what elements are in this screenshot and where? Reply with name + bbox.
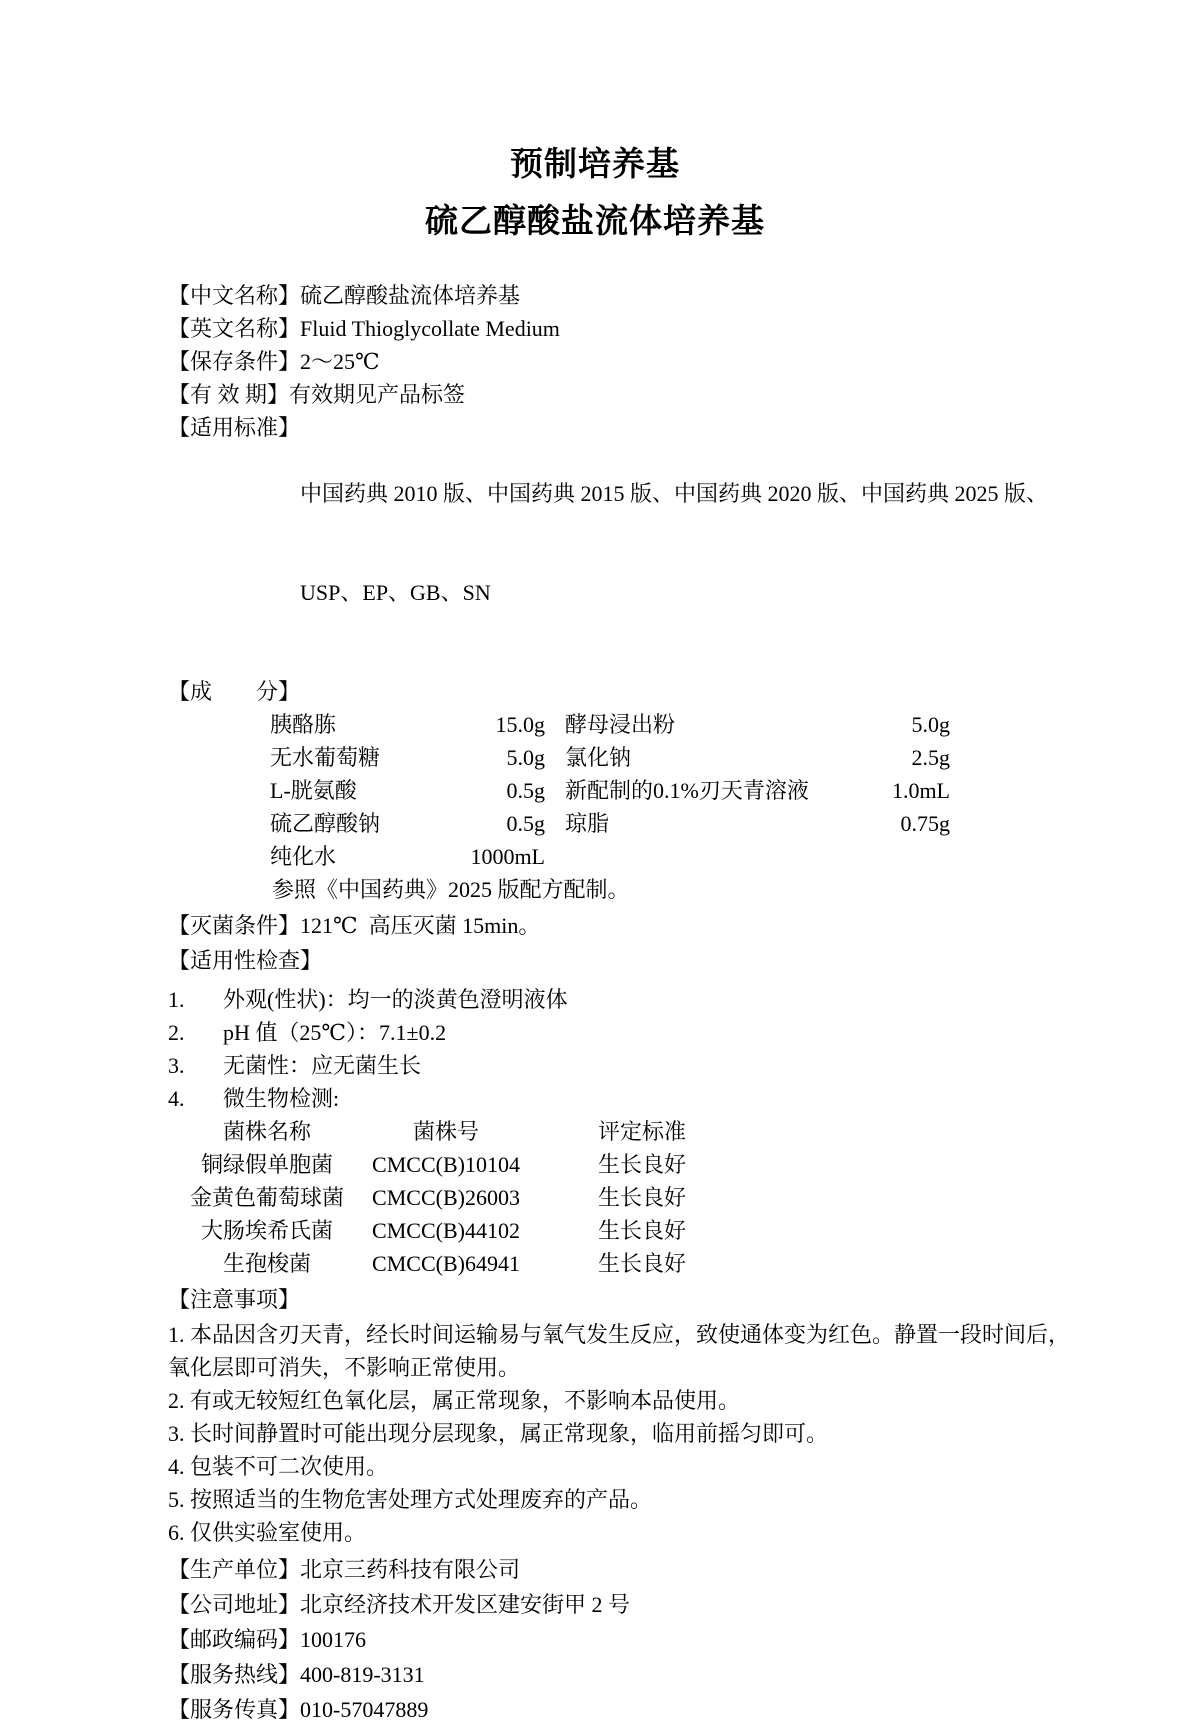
strain-result: 生长良好 [598, 1218, 687, 1243]
note-line: 2. 有或无较短红色氧化层，属正常现象，不影响本品使用。 [168, 1388, 741, 1413]
composition-note: 参照《中国药典》2025 版配方配制。 [272, 877, 630, 902]
ingredient-amount: 1000mL [470, 844, 545, 869]
field-label: 【中文名称】 [168, 283, 301, 308]
composition-row [168, 807, 1143, 840]
field-label: 【有 效 期】 [168, 382, 290, 407]
doc-title: 预制培养基 [510, 147, 680, 183]
strain-number: CMCC(B)64941 [372, 1251, 520, 1276]
field-label: 【生产单位】 [168, 1557, 301, 1582]
ingredient-name: 硫乙醇酸钠 [270, 811, 381, 836]
ingredient-name: 新配制的0.1%刃天青溶液 [565, 778, 809, 803]
field-label: 【邮政编码】 [168, 1627, 301, 1652]
strain-table-row [168, 1247, 1143, 1280]
ingredient-amount: 0.5g [506, 811, 545, 836]
field-manufacturer [168, 1552, 1143, 1587]
col-header-strain-name: 菌株名称 [222, 1119, 311, 1144]
strain-result: 生长良好 [598, 1152, 687, 1177]
suitability-item-microbial [168, 1082, 1143, 1115]
field-value: 2～25℃ [300, 349, 380, 374]
doc-subtitle: 硫乙醇酸盐流体培养基 [425, 204, 765, 240]
field-english-name [168, 312, 1143, 345]
field-applicable-standards [168, 411, 1143, 675]
note-line: 6. 仅供实验室使用。 [168, 1520, 367, 1545]
field-postal-code [168, 1622, 1143, 1657]
field-label: 【服务热线】 [168, 1662, 301, 1687]
suitability-section-label: 【适用性检查】 [168, 948, 323, 973]
field-shelf-life [168, 378, 1143, 411]
field-label: 【英文名称】 [168, 316, 301, 341]
ingredient-name: 琼脂 [565, 811, 610, 836]
strain-result: 生长良好 [598, 1185, 687, 1210]
standards-line-1: 中国药典 2010 版、中国药典 2015 版、中国药典 2020 版、中国药典 2025 版、 [300, 481, 1049, 506]
field-value: 121℃ 高压灭菌 15min。 [300, 913, 541, 938]
ingredient-name [565, 840, 860, 873]
ingredient-amount: 0.75g [900, 811, 950, 836]
item-number: 1. [168, 987, 185, 1012]
strain-number: CMCC(B)10104 [372, 1152, 520, 1177]
ingredient-amount: 0.5g [506, 778, 545, 803]
ingredient-amount: 5.0g [911, 712, 950, 737]
item-number: 3. [168, 1053, 185, 1078]
field-sterilization [168, 909, 1143, 942]
field-chinese-name [168, 279, 1143, 312]
ingredient-amount: 15.0g [495, 712, 545, 737]
strain-table [168, 1115, 1143, 1280]
strain-table-row [168, 1214, 1143, 1247]
strain-number: CMCC(B)44102 [372, 1218, 520, 1243]
title-block [0, 146, 1190, 241]
strain-name: 金黄色葡萄球菌 [189, 1185, 344, 1210]
strain-table-row [168, 1181, 1143, 1214]
standards-line-2: USP、EP、GB、SN [300, 580, 491, 605]
ingredient-name: 胰酪胨 [270, 712, 337, 737]
field-storage-condition [168, 345, 1143, 378]
field-value: 100176 [300, 1627, 367, 1652]
ingredient-name: L-胱氨酸 [270, 778, 357, 803]
field-value: 北京三药科技有限公司 [300, 1557, 521, 1582]
field-label: 【适用标准】 [168, 415, 301, 440]
notes-section-label: 【注意事项】 [168, 1287, 301, 1312]
col-header-strain-number: 菌株号 [412, 1119, 479, 1144]
note-line: 5. 按照适当的生物危害处理方式处理废弃的产品。 [168, 1487, 653, 1512]
ingredient-amount [860, 840, 950, 873]
suitability-item-ph [168, 1016, 1143, 1049]
ingredient-amount: 2.5g [911, 745, 950, 770]
field-label: 【公司地址】 [168, 1592, 301, 1617]
item-text: 外观(性状)：均一的淡黄色澄明液体 [223, 987, 568, 1012]
strain-table-header [168, 1115, 1143, 1148]
composition-row [168, 741, 1143, 774]
strain-name: 铜绿假单胞菌 [200, 1152, 333, 1177]
composition-row [168, 708, 1143, 741]
item-number: 4. [168, 1086, 185, 1111]
item-text: 微生物检测: [223, 1086, 340, 1111]
note-line: 氧化层即可消失，不影响正常使用。 [168, 1355, 521, 1380]
field-service-hotline [168, 1657, 1143, 1692]
ingredient-amount: 5.0g [506, 745, 545, 770]
field-value: 010-57047889 [300, 1697, 429, 1722]
note-line: 3. 长时间静置时可能出现分层现象，属正常现象，临用前摇匀即可。 [168, 1421, 829, 1446]
strain-name: 大肠埃希氏菌 [200, 1218, 333, 1243]
composition-section-label: 【成 分】 [168, 679, 301, 704]
field-value: 有效期见产品标签 [289, 382, 466, 407]
strain-table-row [168, 1148, 1143, 1181]
ingredient-name: 酵母浸出粉 [565, 712, 676, 737]
field-value: 硫乙醇酸盐流体培养基 [300, 283, 521, 308]
strain-result: 生长良好 [598, 1251, 687, 1276]
suitability-item-sterility [168, 1049, 1143, 1082]
col-header-evaluation: 评定标准 [598, 1119, 687, 1144]
field-company-address [168, 1587, 1143, 1622]
suitability-item-appearance [168, 983, 1143, 1016]
field-value: 北京经济技术开发区建安街甲 2 号 [300, 1592, 631, 1617]
composition-row [168, 840, 1143, 873]
ingredient-name: 纯化水 [270, 844, 337, 869]
ingredient-name: 氯化钠 [565, 745, 632, 770]
field-value-multiline [300, 411, 1048, 675]
field-service-fax [168, 1692, 1143, 1727]
item-number: 2. [168, 1020, 185, 1045]
field-label: 【灭菌条件】 [168, 913, 301, 938]
composition-row [168, 774, 1143, 807]
ingredient-name: 无水葡萄糖 [270, 745, 381, 770]
item-text: 无菌性：应无菌生长 [223, 1053, 422, 1078]
strain-name: 生孢梭菌 [222, 1251, 311, 1276]
field-value: 400-819-3131 [300, 1662, 425, 1687]
note-line: 4. 包装不可二次使用。 [168, 1454, 389, 1479]
note-line: 1. 本品因含刃天青，经长时间运输易与氧气发生反应，致使通体变为红色。静置一段时间后， [168, 1322, 1071, 1347]
ingredient-amount: 1.0mL [891, 778, 950, 803]
item-text: pH 值（25℃）：7.1±0.2 [223, 1020, 447, 1045]
field-value: Fluid Thioglycollate Medium [300, 316, 560, 341]
field-label: 【服务传真】 [168, 1697, 301, 1722]
field-label: 【保存条件】 [168, 349, 301, 374]
strain-number: CMCC(B)26003 [372, 1185, 520, 1210]
